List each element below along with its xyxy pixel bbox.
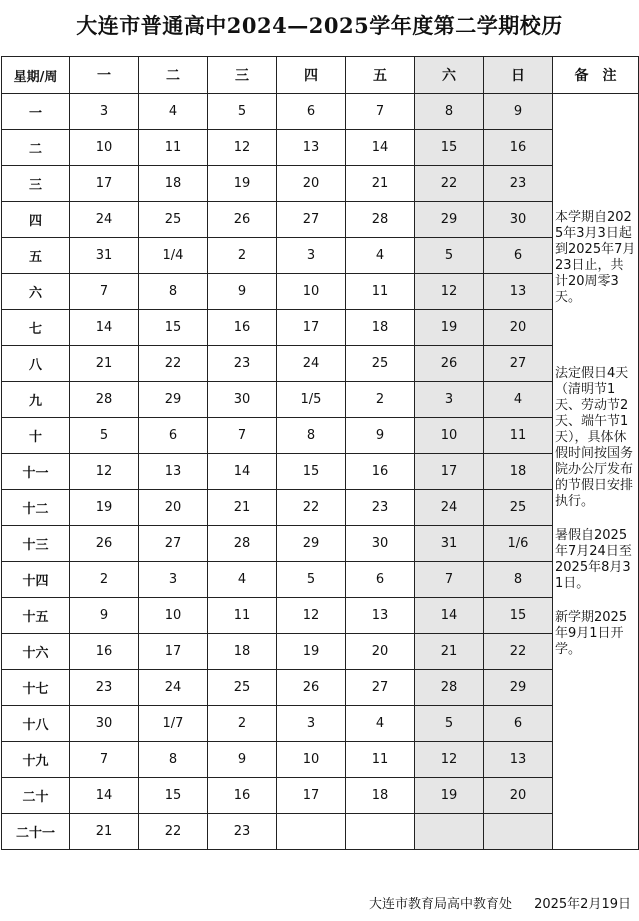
date-cell: 4 bbox=[139, 94, 208, 130]
date-cell: 12 bbox=[415, 274, 484, 310]
date-cell: 18 bbox=[346, 310, 415, 346]
date-cell: 21 bbox=[208, 490, 277, 526]
date-cell: 29 bbox=[415, 202, 484, 238]
date-cell: 16 bbox=[70, 634, 139, 670]
date-cell: 14 bbox=[70, 778, 139, 814]
date-cell: 5 bbox=[70, 418, 139, 454]
date-cell: 1/4 bbox=[139, 238, 208, 274]
note-summer: 暑假自2025年7月24日至2025年8月31日。 bbox=[555, 528, 632, 591]
date-cell: 6 bbox=[346, 562, 415, 598]
date-cell: 23 bbox=[208, 346, 277, 382]
date-cell: 19 bbox=[415, 310, 484, 346]
date-cell: 4 bbox=[346, 706, 415, 742]
week-number: 二十一 bbox=[2, 814, 70, 850]
date-cell: 3 bbox=[277, 238, 346, 274]
date-cell: 14 bbox=[208, 454, 277, 490]
date-cell: 20 bbox=[277, 166, 346, 202]
date-cell: 11 bbox=[346, 274, 415, 310]
day-header-mon: 一 bbox=[70, 57, 139, 94]
date-cell: 9 bbox=[208, 742, 277, 778]
week-row bbox=[2, 778, 639, 814]
notes-column-header: 备 注 bbox=[553, 57, 639, 94]
note-holidays: 法定假日4天（清明节1天、劳动节2天、端午节1天），具体休假时间按国务院办公厅发布的节假日安排执行。 bbox=[555, 366, 634, 509]
date-cell: 24 bbox=[139, 670, 208, 706]
week-number: 十三 bbox=[2, 526, 70, 562]
day-header-sat: 六 bbox=[415, 57, 484, 94]
date-cell: 1/5 bbox=[277, 382, 346, 418]
date-cell: 23 bbox=[70, 670, 139, 706]
week-number: 十二 bbox=[2, 490, 70, 526]
week-row bbox=[2, 418, 639, 454]
date-cell: 15 bbox=[139, 778, 208, 814]
week-row bbox=[2, 346, 639, 382]
week-number: 十五 bbox=[2, 598, 70, 634]
date-cell: 25 bbox=[139, 202, 208, 238]
week-number: 九 bbox=[2, 382, 70, 418]
footer-issuer: 大连市教育局高中教育处 bbox=[368, 897, 512, 912]
week-row bbox=[2, 706, 639, 742]
date-cell: 17 bbox=[415, 454, 484, 490]
date-cell: 10 bbox=[139, 598, 208, 634]
date-cell: 3 bbox=[70, 94, 139, 130]
date-cell: 2 bbox=[70, 562, 139, 598]
week-row bbox=[2, 310, 639, 346]
footer-date: 2025年2月19日 bbox=[534, 897, 631, 912]
date-cell: 18 bbox=[346, 778, 415, 814]
date-cell: 26 bbox=[415, 346, 484, 382]
date-cell: 15 bbox=[139, 310, 208, 346]
date-cell: 30 bbox=[208, 382, 277, 418]
date-cell: 27 bbox=[139, 526, 208, 562]
week-row bbox=[2, 526, 639, 562]
date-cell: 7 bbox=[346, 94, 415, 130]
date-cell bbox=[415, 814, 484, 850]
date-cell: 3 bbox=[415, 382, 484, 418]
date-cell: 28 bbox=[346, 202, 415, 238]
date-cell: 25 bbox=[208, 670, 277, 706]
date-cell: 27 bbox=[484, 346, 553, 382]
week-number: 二 bbox=[2, 130, 70, 166]
week-row bbox=[2, 814, 639, 850]
week-row bbox=[2, 634, 639, 670]
date-cell: 16 bbox=[208, 310, 277, 346]
date-cell: 2 bbox=[208, 238, 277, 274]
week-row bbox=[2, 742, 639, 778]
week-number: 八 bbox=[2, 346, 70, 382]
note-term: 本学期自2025年3月3日起到2025年7月23日止，共计20周零3天。 bbox=[555, 210, 636, 305]
date-cell: 4 bbox=[484, 382, 553, 418]
date-cell: 10 bbox=[277, 742, 346, 778]
day-header-tue: 二 bbox=[139, 57, 208, 94]
date-cell: 26 bbox=[70, 526, 139, 562]
date-cell: 25 bbox=[346, 346, 415, 382]
date-cell: 14 bbox=[415, 598, 484, 634]
date-cell: 23 bbox=[346, 490, 415, 526]
week-column-header: 星期/周 bbox=[2, 57, 70, 94]
day-header-fri: 五 bbox=[346, 57, 415, 94]
date-cell: 29 bbox=[139, 382, 208, 418]
date-cell: 19 bbox=[70, 490, 139, 526]
week-number: 二十 bbox=[2, 778, 70, 814]
date-cell: 11 bbox=[208, 598, 277, 634]
date-cell: 22 bbox=[139, 814, 208, 850]
date-cell: 23 bbox=[484, 166, 553, 202]
date-cell: 22 bbox=[139, 346, 208, 382]
date-cell bbox=[484, 814, 553, 850]
date-cell: 11 bbox=[484, 418, 553, 454]
date-cell: 5 bbox=[277, 562, 346, 598]
date-cell: 18 bbox=[484, 454, 553, 490]
date-cell: 7 bbox=[70, 742, 139, 778]
week-number: 十六 bbox=[2, 634, 70, 670]
page-title: 大连市普通高中2024—2025学年度第二学期校历 bbox=[76, 13, 563, 38]
week-number: 十八 bbox=[2, 706, 70, 742]
date-cell: 1/6 bbox=[484, 526, 553, 562]
date-cell: 16 bbox=[346, 454, 415, 490]
date-cell: 5 bbox=[415, 238, 484, 274]
date-cell: 6 bbox=[484, 706, 553, 742]
date-cell: 9 bbox=[70, 598, 139, 634]
date-cell: 10 bbox=[70, 130, 139, 166]
date-cell: 24 bbox=[415, 490, 484, 526]
date-cell: 31 bbox=[70, 238, 139, 274]
date-cell: 5 bbox=[208, 94, 277, 130]
date-cell: 24 bbox=[277, 346, 346, 382]
date-cell: 13 bbox=[484, 742, 553, 778]
date-cell: 10 bbox=[415, 418, 484, 454]
date-cell: 11 bbox=[346, 742, 415, 778]
date-cell: 6 bbox=[484, 238, 553, 274]
week-number: 十 bbox=[2, 418, 70, 454]
date-cell: 18 bbox=[208, 634, 277, 670]
date-cell: 18 bbox=[139, 166, 208, 202]
week-row bbox=[2, 598, 639, 634]
note-new-term: 新学期2025年9月1日开学。 bbox=[555, 610, 628, 657]
date-cell: 13 bbox=[277, 130, 346, 166]
week-number: 十一 bbox=[2, 454, 70, 490]
date-cell: 10 bbox=[277, 274, 346, 310]
date-cell: 26 bbox=[208, 202, 277, 238]
date-cell: 15 bbox=[277, 454, 346, 490]
date-cell: 12 bbox=[70, 454, 139, 490]
date-cell: 30 bbox=[346, 526, 415, 562]
date-cell: 15 bbox=[484, 598, 553, 634]
date-cell: 24 bbox=[70, 202, 139, 238]
week-number: 五 bbox=[2, 238, 70, 274]
week-row bbox=[2, 382, 639, 418]
day-header-thu: 四 bbox=[277, 57, 346, 94]
date-cell: 28 bbox=[208, 526, 277, 562]
date-cell: 2 bbox=[346, 382, 415, 418]
week-row bbox=[2, 454, 639, 490]
date-cell: 28 bbox=[415, 670, 484, 706]
date-cell: 12 bbox=[277, 598, 346, 634]
date-cell: 21 bbox=[70, 814, 139, 850]
date-cell: 17 bbox=[139, 634, 208, 670]
week-number: 十九 bbox=[2, 742, 70, 778]
date-cell bbox=[346, 814, 415, 850]
week-number: 十四 bbox=[2, 562, 70, 598]
date-cell: 16 bbox=[484, 130, 553, 166]
date-cell bbox=[277, 814, 346, 850]
day-header-sun: 日 bbox=[484, 57, 553, 94]
date-cell: 21 bbox=[415, 634, 484, 670]
header-row bbox=[2, 57, 639, 94]
week-number: 三 bbox=[2, 166, 70, 202]
week-row bbox=[2, 562, 639, 598]
date-cell: 25 bbox=[484, 490, 553, 526]
date-cell: 31 bbox=[415, 526, 484, 562]
date-cell: 8 bbox=[139, 274, 208, 310]
date-cell: 4 bbox=[346, 238, 415, 274]
notes-cell bbox=[553, 94, 639, 850]
date-cell: 12 bbox=[208, 130, 277, 166]
week-row bbox=[2, 670, 639, 706]
date-cell: 26 bbox=[277, 670, 346, 706]
date-cell: 6 bbox=[139, 418, 208, 454]
date-cell: 16 bbox=[208, 778, 277, 814]
date-cell: 9 bbox=[484, 94, 553, 130]
date-cell: 3 bbox=[277, 706, 346, 742]
date-cell: 7 bbox=[208, 418, 277, 454]
date-cell: 23 bbox=[208, 814, 277, 850]
date-cell: 29 bbox=[484, 670, 553, 706]
date-cell: 12 bbox=[415, 742, 484, 778]
week-row bbox=[2, 202, 639, 238]
date-cell: 19 bbox=[415, 778, 484, 814]
date-cell: 6 bbox=[277, 94, 346, 130]
date-cell: 9 bbox=[208, 274, 277, 310]
date-cell: 8 bbox=[415, 94, 484, 130]
date-cell: 7 bbox=[70, 274, 139, 310]
date-cell: 27 bbox=[277, 202, 346, 238]
date-cell: 14 bbox=[346, 130, 415, 166]
date-cell: 2 bbox=[208, 706, 277, 742]
date-cell: 22 bbox=[415, 166, 484, 202]
week-number: 四 bbox=[2, 202, 70, 238]
week-row bbox=[2, 274, 639, 310]
date-cell: 29 bbox=[277, 526, 346, 562]
date-cell: 14 bbox=[70, 310, 139, 346]
date-cell: 13 bbox=[139, 454, 208, 490]
date-cell: 11 bbox=[139, 130, 208, 166]
date-cell: 27 bbox=[346, 670, 415, 706]
week-row bbox=[2, 238, 639, 274]
date-cell: 28 bbox=[70, 382, 139, 418]
date-cell: 4 bbox=[208, 562, 277, 598]
date-cell: 20 bbox=[484, 310, 553, 346]
date-cell: 8 bbox=[139, 742, 208, 778]
week-row bbox=[2, 94, 639, 130]
week-row bbox=[2, 166, 639, 202]
date-cell: 20 bbox=[484, 778, 553, 814]
date-cell: 19 bbox=[208, 166, 277, 202]
date-cell: 19 bbox=[277, 634, 346, 670]
date-cell: 30 bbox=[484, 202, 553, 238]
week-row bbox=[2, 490, 639, 526]
date-cell: 7 bbox=[415, 562, 484, 598]
date-cell: 17 bbox=[277, 778, 346, 814]
date-cell: 17 bbox=[70, 166, 139, 202]
date-cell: 20 bbox=[139, 490, 208, 526]
date-cell: 13 bbox=[346, 598, 415, 634]
week-number: 一 bbox=[2, 94, 70, 130]
date-cell: 22 bbox=[484, 634, 553, 670]
date-cell: 13 bbox=[484, 274, 553, 310]
date-cell: 21 bbox=[70, 346, 139, 382]
week-number: 六 bbox=[2, 274, 70, 310]
week-row bbox=[2, 130, 639, 166]
date-cell: 21 bbox=[346, 166, 415, 202]
date-cell: 15 bbox=[415, 130, 484, 166]
week-number: 七 bbox=[2, 310, 70, 346]
date-cell: 8 bbox=[484, 562, 553, 598]
date-cell: 20 bbox=[346, 634, 415, 670]
calendar-table bbox=[1, 56, 639, 850]
date-cell: 22 bbox=[277, 490, 346, 526]
date-cell: 17 bbox=[277, 310, 346, 346]
date-cell: 9 bbox=[346, 418, 415, 454]
date-cell: 8 bbox=[277, 418, 346, 454]
footer bbox=[351, 893, 631, 912]
week-number: 十七 bbox=[2, 670, 70, 706]
date-cell: 3 bbox=[139, 562, 208, 598]
day-header-wed: 三 bbox=[208, 57, 277, 94]
date-cell: 30 bbox=[70, 706, 139, 742]
date-cell: 1/7 bbox=[139, 706, 208, 742]
date-cell: 5 bbox=[415, 706, 484, 742]
